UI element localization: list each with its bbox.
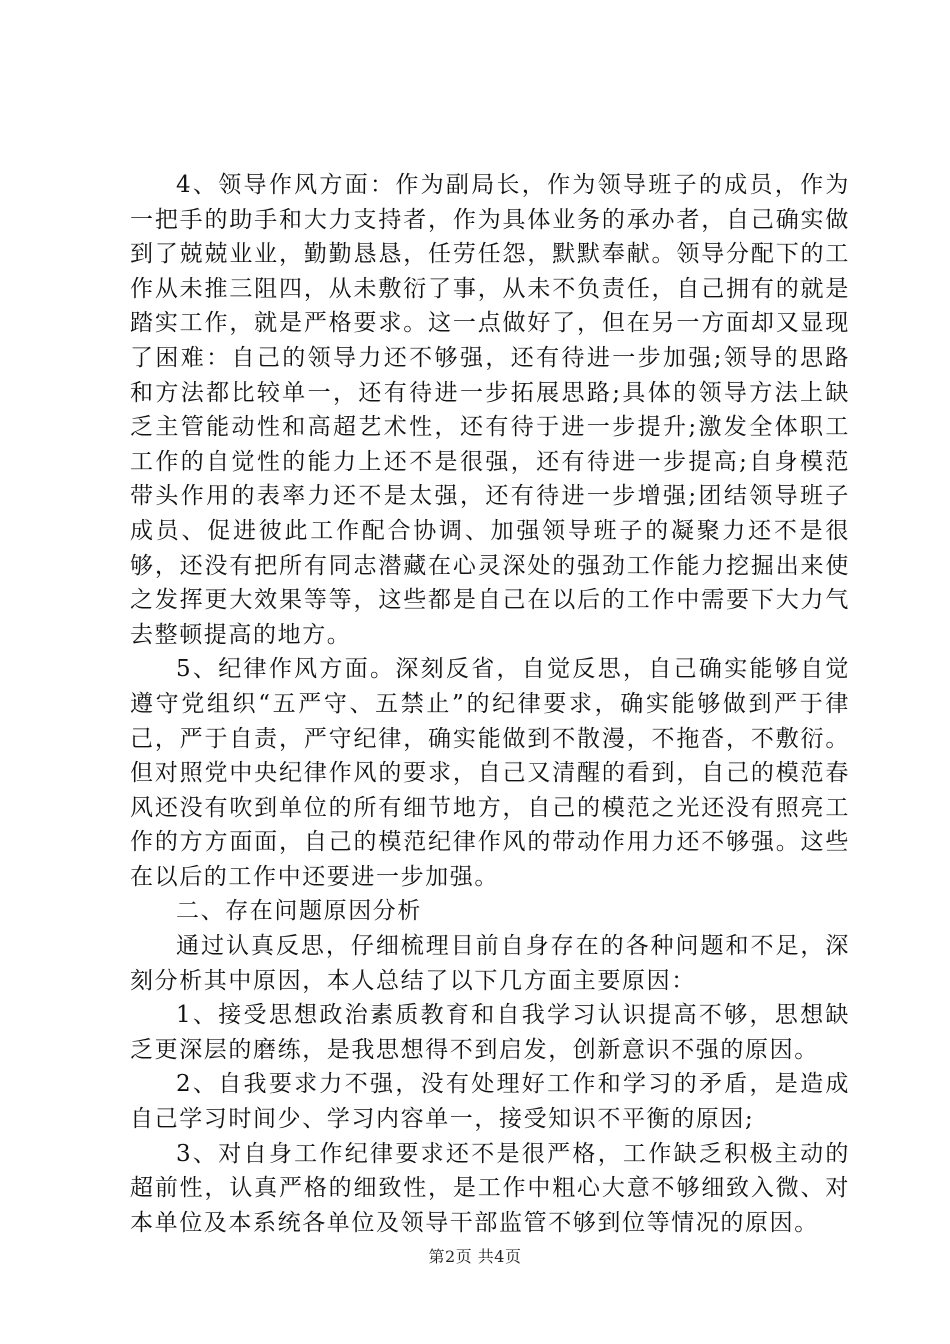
paragraph-cause-1: 1、接受思想政治素质教育和自我学习认识提高不够，思想缺乏更深层的磨练，是我思想得不到启发，创新意识不强的原因。: [130, 1002, 850, 1063]
page-number-footer: 第2页 共4页: [428, 1247, 522, 1266]
section-heading-cause-analysis: 二、存在问题原因分析: [176, 898, 422, 925]
paragraph-discipline-style: 5、纪律作风方面。深刻反省，自觉反思，自己确实能够自觉遵守党组织“五严守、五禁止”的纪律要求，确实能够做到严于律己，严于自责，严守纪律，确实能做到不散漫，不拖沓，不敷衍。但对照党中央纪律作风的要求，自己又清醒的看到，自己的模范春风还没有吹到单位的所有细节地方，自己的模范之光还没有照亮工作的方方面面，自己的模范纪律作风的带动作用力还不够强。这些在以后的工作中还要进一步加强。: [130, 656, 850, 890]
paragraph-cause-3: 3、对自身工作纪律要求还不是很严格，工作缺乏积极主动的超前性，认真严格的细致性，是工作中粗心大意不够细致入微、对本单位及本系统各单位及领导干部监管不够到位等情况的原因。: [130, 1140, 850, 1236]
paragraph-cause-intro: 通过认真反思，仔细梳理目前自身存在的各种问题和不足，深刻分析其中原因，本人总结了以下几方面主要原因：: [130, 933, 850, 994]
paragraph-leadership-style: 4、领导作风方面：作为副局长，作为领导班子的成员，作为一把手的助手和大力支持者，作为具体业务的承办者，自己确实做到了兢兢业业，勤勤恳恳，任劳任怨，默默奉献。领导分配下的工作从未推三阻四，从未敷衍了事，从未不负责任，自己拥有的就是踏实工作，就是严格要求。这一点做好了，但在另一方面却又显现了困难：自己的领导力还不够强，还有待进一步加强;领导的思路和方法都比较单一，还有待进一步拓展思路;具体的领导方法上缺乏主管能动性和高超艺术性，还有待于进一步提升;激发全体职工工作的自觉性的能力上还不是很强，还有待进一步提高;自身模范带头作用的表率力还不是太强，还有待进一步增强;团结领导班子成员、促进彼此工作配合协调、加强领导班子的凝聚力还不是很够，还没有把所有同志潜藏在心灵深处的强劲工作能力挖掘出来使之发挥更大效果等等，这些都是自己在以后的工作中需要下大力气去整顿提高的地方。: [130, 172, 850, 648]
document-body: [130, 168, 850, 1240]
paragraph-cause-2: 2、自我要求力不强，没有处理好工作和学习的矛盾，是造成自己学习时间少、学习内容单一，接受知识不平衡的原因;: [130, 1071, 850, 1133]
